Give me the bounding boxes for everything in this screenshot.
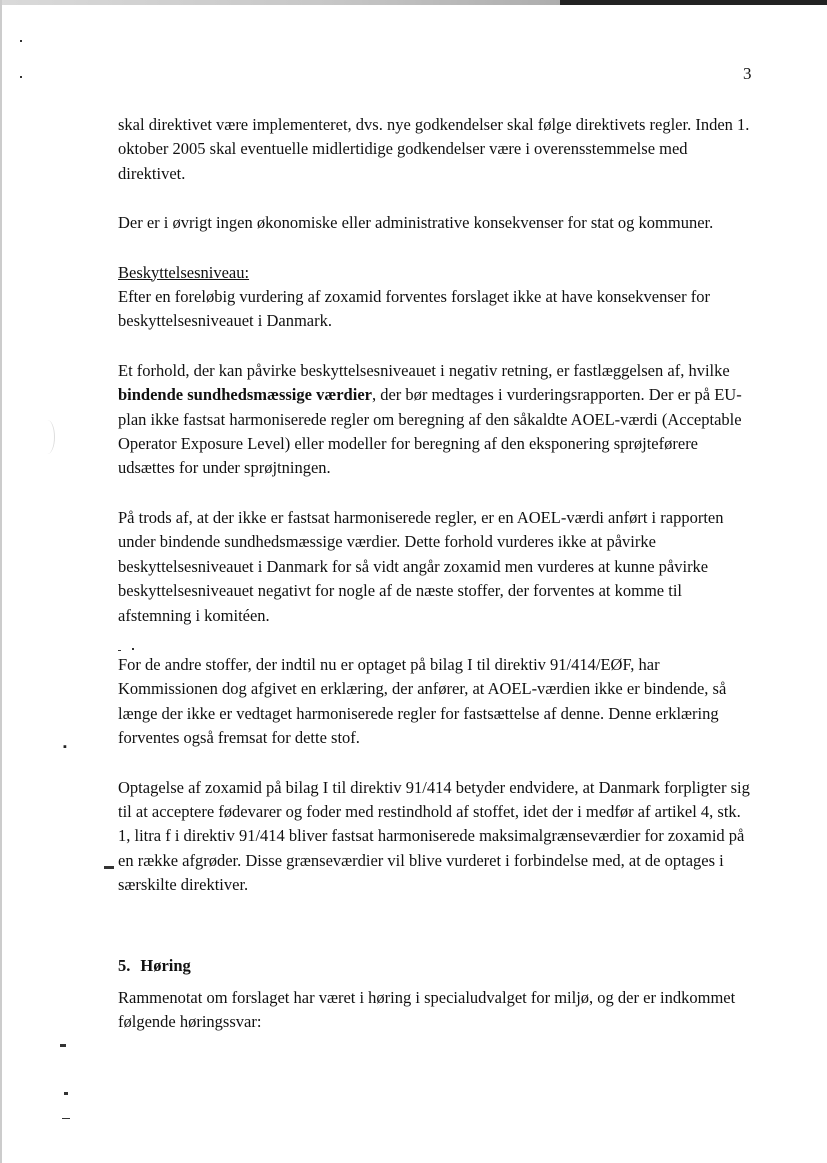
paragraph-aoel-value: På trods af, at der ikke er fastsat harmoniserede regler, er en AOEL-værdi anført i rapporten under bindende sundhedsmæssige værdier. Dette forhold vurderes ikke at påvirke beskyttelsesniveauet i Danmark for så vidt angår zoxamid men vurderes at kunne påvirke beskyttelsesniveauet negativt for nogle af de næste stoffer, der forventes at komme til afstemning i komitéen. xyxy=(118,507,724,625)
paragraph-hearing: Rammenotat om forslaget har været i høring i specialudvalget for miljø, og der er indkommet følgende høringssvar: xyxy=(118,987,736,1031)
scan-edge-top-dark xyxy=(560,0,827,5)
section-title: Høring xyxy=(140,955,191,975)
paragraph-preliminary-assessment: Efter en foreløbig vurdering af zoxamid forventes forslaget ikke at have konsekvenser for beskyttelsesniveauet i Danmark. xyxy=(118,287,710,331)
paragraph-binding-values-end: , der bør medtages i vurderingsrapporten. Der er på EU-plan ikke fastsat harmoniserede regler om beregning af den såkaldte AOEL-værdi (Acceptable Operator Exposure Level) eller modeller for beregning af den eksponering sprøjteførere udsættes for under sprøjtningen. xyxy=(118,385,742,478)
paragraph-implementation: skal direktivet være implementeret, dvs. nye godkendelser skal følge direktivets regler. Inden 1. oktober 2005 skal eventuelle midlertidige godkendelser være i overensstemmelse med direktivet. xyxy=(118,115,750,183)
paragraph-consequences: Der er i øvrigt ingen økonomiske eller administrative konsekvenser for stat og kommuner. xyxy=(118,213,714,233)
scan-edge-left xyxy=(0,0,2,1163)
paragraph-food-acceptance: Optagelse af zoxamid på bilag I til direktiv 91/414 betyder endvidere, at Danmark forpligter sig til at acceptere fødevarer og foder med restindhold af stoffet, idet der i medfør af artikel 4, stk. 1, litra f i direktiv 91/414 bliver fastsat harmoniserede maksimalgrænseværdier for zoxamid på en række afgrøder. Disse grænseværdier vil blive vurderet i forbindelse med, at de optages i særskilte direktiver. xyxy=(118,777,750,895)
binding-hole-mark xyxy=(40,420,55,454)
scan-speck xyxy=(62,1118,70,1119)
paragraph-binding-values-start: Et forhold, der kan påvirke beskyttelsesniveauet i negativ retning, er fastlæggelsen af, hvilke xyxy=(118,360,730,380)
scan-speck xyxy=(104,866,114,869)
heading-protection-level-text: Beskyttelsesniveau: xyxy=(118,262,250,282)
scan-mark: ▪ xyxy=(63,741,67,753)
scan-speck xyxy=(64,1092,68,1095)
binding-values-emphasis: bindende sundhedsmæssige værdier xyxy=(118,385,372,405)
scan-speck xyxy=(20,76,22,78)
heading-protection-level xyxy=(118,261,753,285)
section-heading-hearing xyxy=(118,954,753,978)
page-number: 3 xyxy=(743,64,752,83)
document-body xyxy=(118,113,753,1059)
scan-speck xyxy=(20,40,22,42)
scan-speck xyxy=(60,1044,66,1047)
paragraph-binding-values xyxy=(118,359,753,481)
paragraph-commission-statement: For de andre stoffer, der indtil nu er optaget på bilag I til direktiv 91/414/EØF, har Kommissionen dog afgivet en erklæring, der anfører, at AOEL-værdien ikke er bindende, så længe der ikke er vedtaget harmoniserede regler for fastsættelse af denne. Denne erklæring forventes også fremsat for dette stof. xyxy=(118,654,727,748)
section-number: 5. xyxy=(118,955,131,975)
